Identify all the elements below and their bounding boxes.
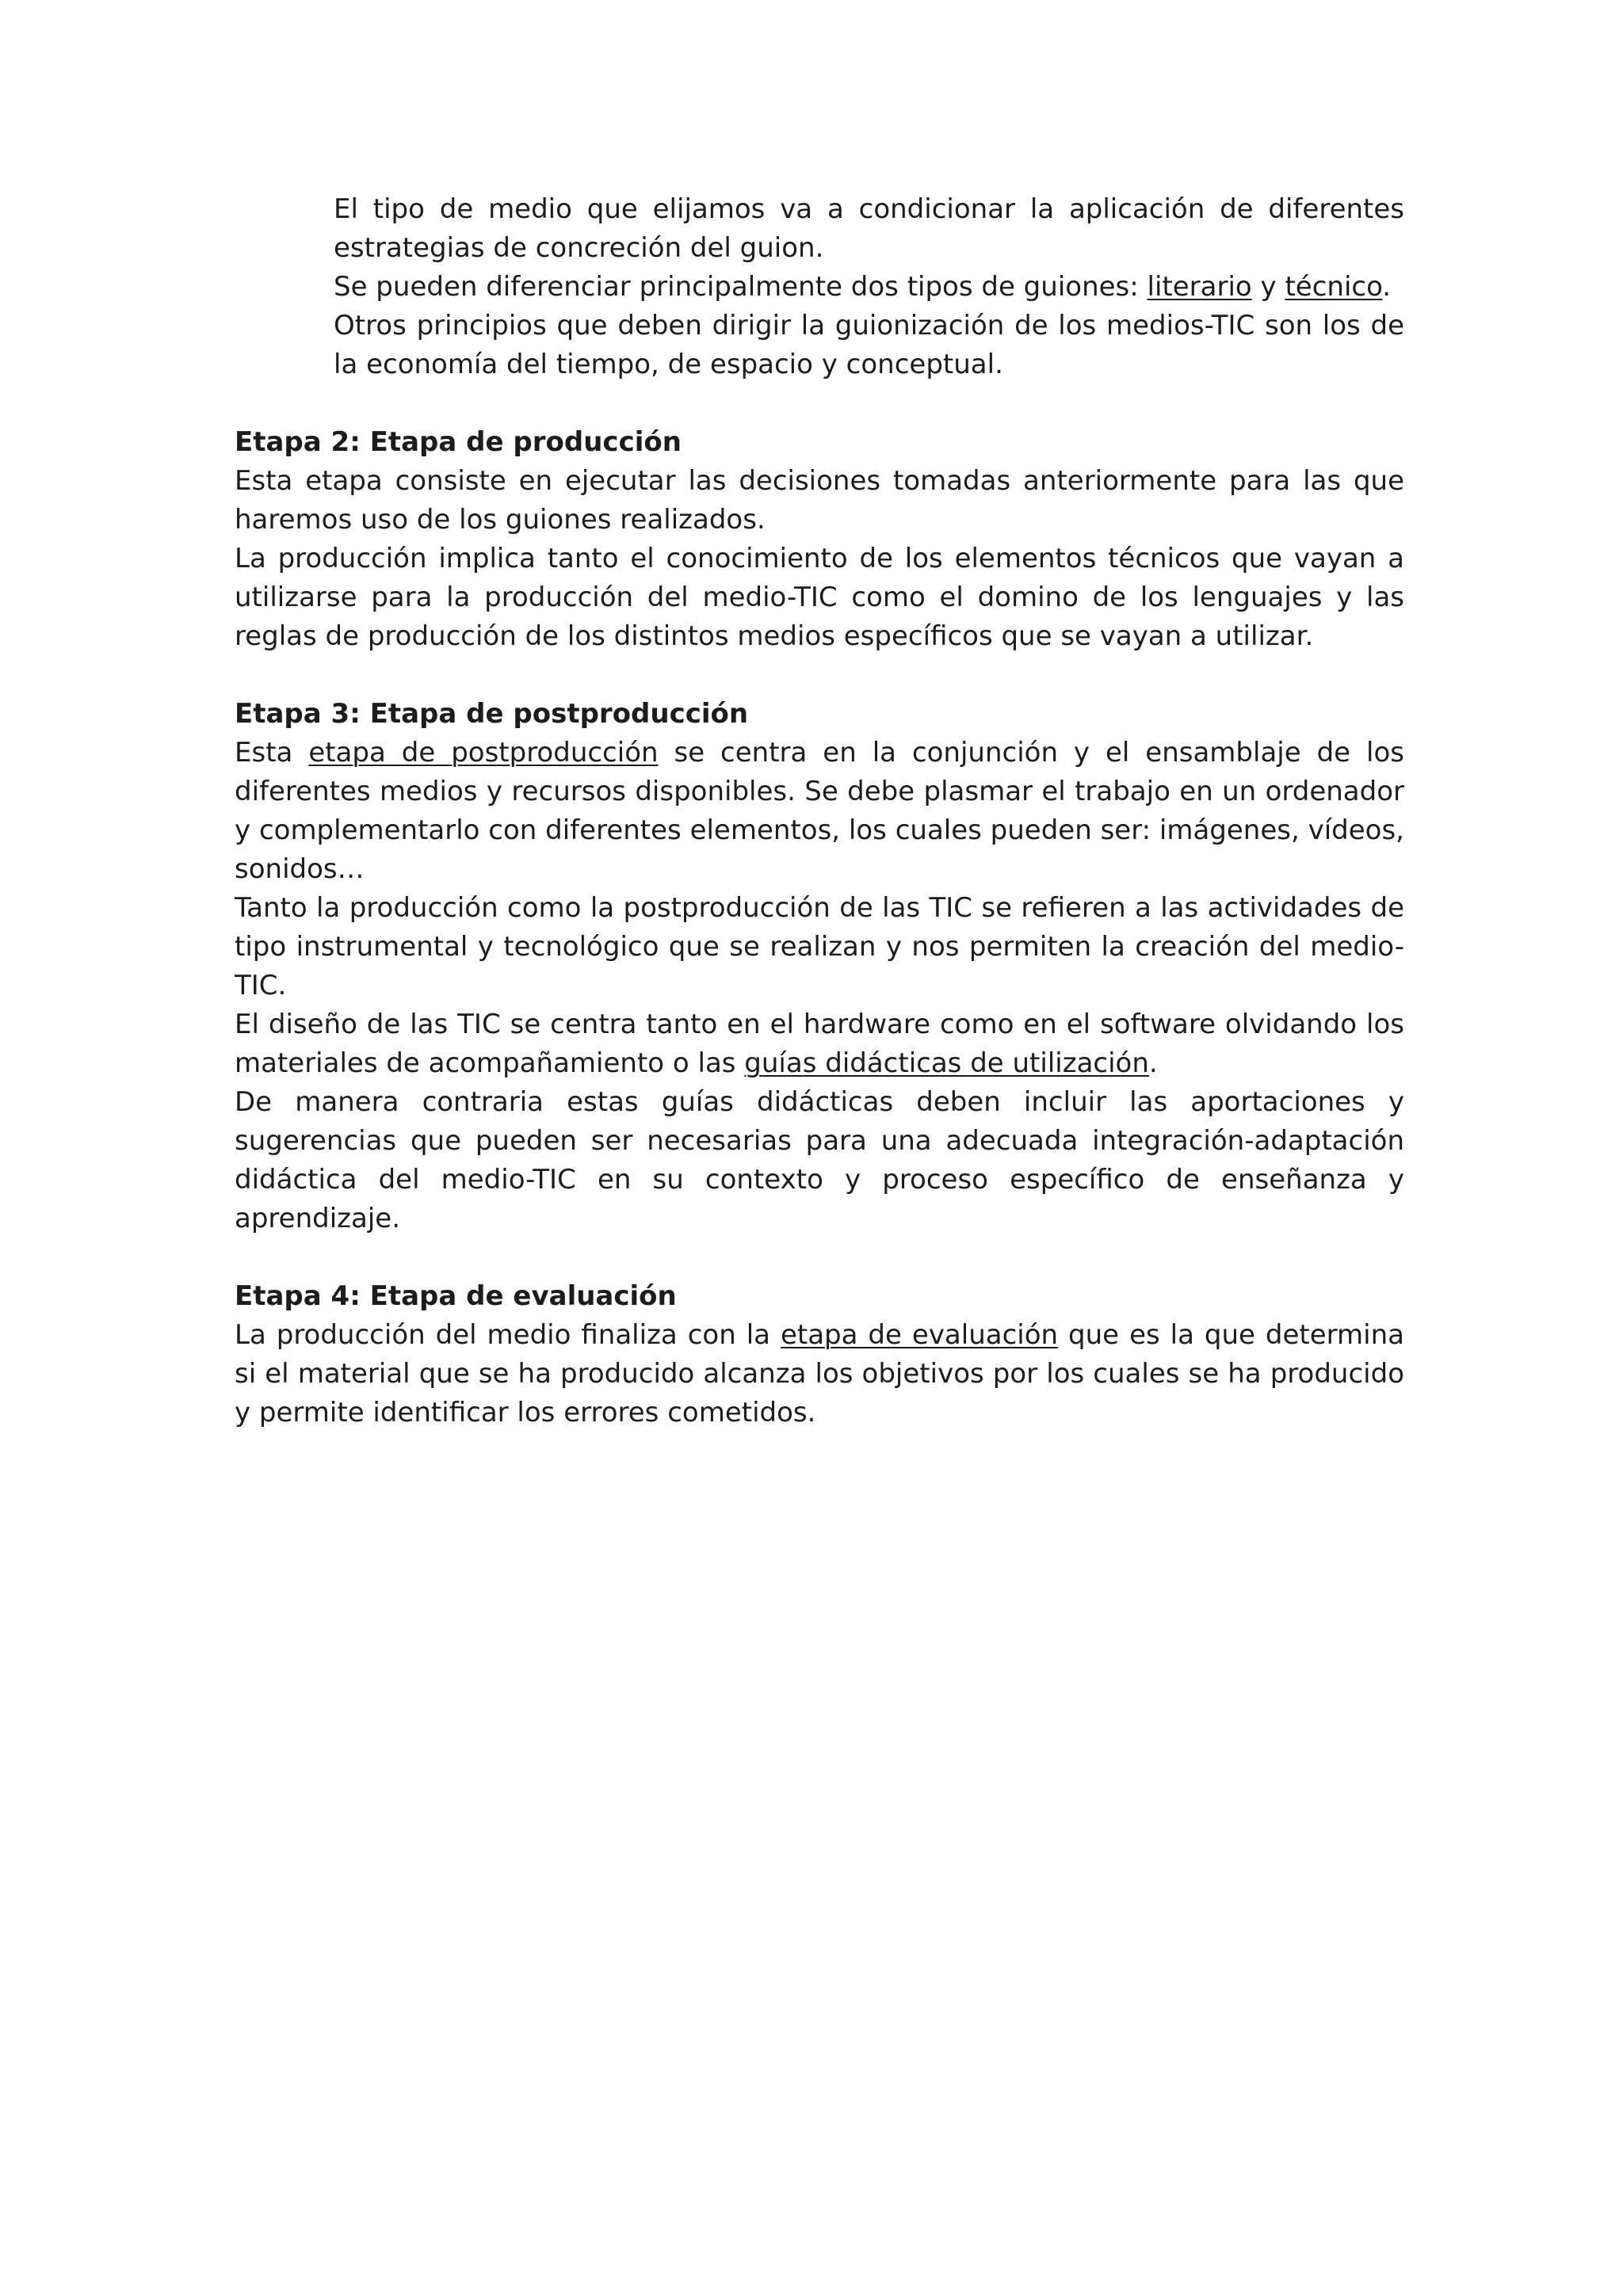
etapa-4-p1-start: La producción del medio finaliza con la [235,1319,781,1351]
section-etapa-3 [235,695,1404,1238]
etapa-3-p1-rest: se centra en la conjunción y el ensamblaje de los diferentes medios y recursos disponibles. Se debe plasmar el trabajo en un ordenador y complementarlo con diferentes elementos, los cuales pueden ser: imágenes, vídeos, sonidos… [235,737,1404,885]
script-types-conjunction: y [1251,271,1285,303]
heading-etapa-3: Etapa 3: Etapa de postproducción [235,698,749,730]
etapa-4-p1-rest: que es la que determina si el material que se ha producido alcanza los objetivos por los cuales se ha producido y permite identificar los errores cometidos. [235,1319,1404,1428]
intro-paragraph-medium-type: El tipo de medio que elijamos va a condicionar la aplicación de diferentes estrategias de concreción del guion. [334,193,1404,264]
literario-link[interactable]: literario [1147,271,1252,303]
intro-paragraph-script-types [334,268,1404,307]
guias-didacticas-link[interactable]: guías didácticas de utilización [744,1047,1149,1079]
etapa-3-paragraph-1 [235,734,1404,889]
intro-block [334,190,1404,384]
document-body [235,190,1404,1432]
etapa-3-p3-start: El diseño de las TIC se centra tanto en el hardware como en el software olvidando los materiales de acompañamiento o las [235,1009,1404,1079]
section-etapa-2 [235,423,1404,656]
etapa-2-paragraph-1: Esta etapa consiste en ejecutar las decisiones tomadas anteriormente para las que haremos uso de los guiones realizados. [235,465,1404,536]
section-etapa-4 [235,1277,1404,1432]
etapa-3-p3-period: . [1148,1047,1158,1079]
etapa-3-p1-start: Esta [235,737,309,769]
etapa-3-paragraph-3 [235,1005,1404,1083]
heading-etapa-2: Etapa 2: Etapa de producción [235,426,682,458]
heading-etapa-4: Etapa 4: Etapa de evaluación [235,1280,677,1312]
etapa-3-paragraph-4: De manera contraria estas guías didácticas deben incluir las aportaciones y sugerencias que pueden ser necesarias para una adecuada integración-adaptación didáctica del medio-TIC en su contexto y proceso específico de enseñanza y aprendizaje. [235,1086,1404,1234]
script-types-period: . [1382,271,1392,303]
etapa-3-paragraph-2: Tanto la producción como la postproducción de las TIC se refieren a las actividades de tipo instrumental y tecnológico que se realizan y nos permiten la creación del medio-TIC. [235,892,1404,1001]
intro-paragraph-principles: Otros principios que deben dirigir la guionización de los medios-TIC son los de la economía del tiempo, de espacio y conceptual. [334,310,1404,380]
etapa-4-paragraph-1 [235,1316,1404,1432]
etapa-evaluacion-link[interactable]: etapa de evaluación [780,1319,1059,1351]
etapa-2-paragraph-2: La producción implica tanto el conocimiento de los elementos técnicos que vayan a utilizarse para la producción del medio-TIC como el domino de los lenguajes y las reglas de producción de los distintos medios específicos que se vayan a utilizar. [235,543,1404,652]
tecnico-link[interactable]: técnico [1285,271,1383,303]
etapa-postproduccion-link[interactable]: etapa de postproducción [308,737,659,769]
script-types-text: Se pueden diferenciar principalmente dos tipos de guiones: [334,271,1148,303]
